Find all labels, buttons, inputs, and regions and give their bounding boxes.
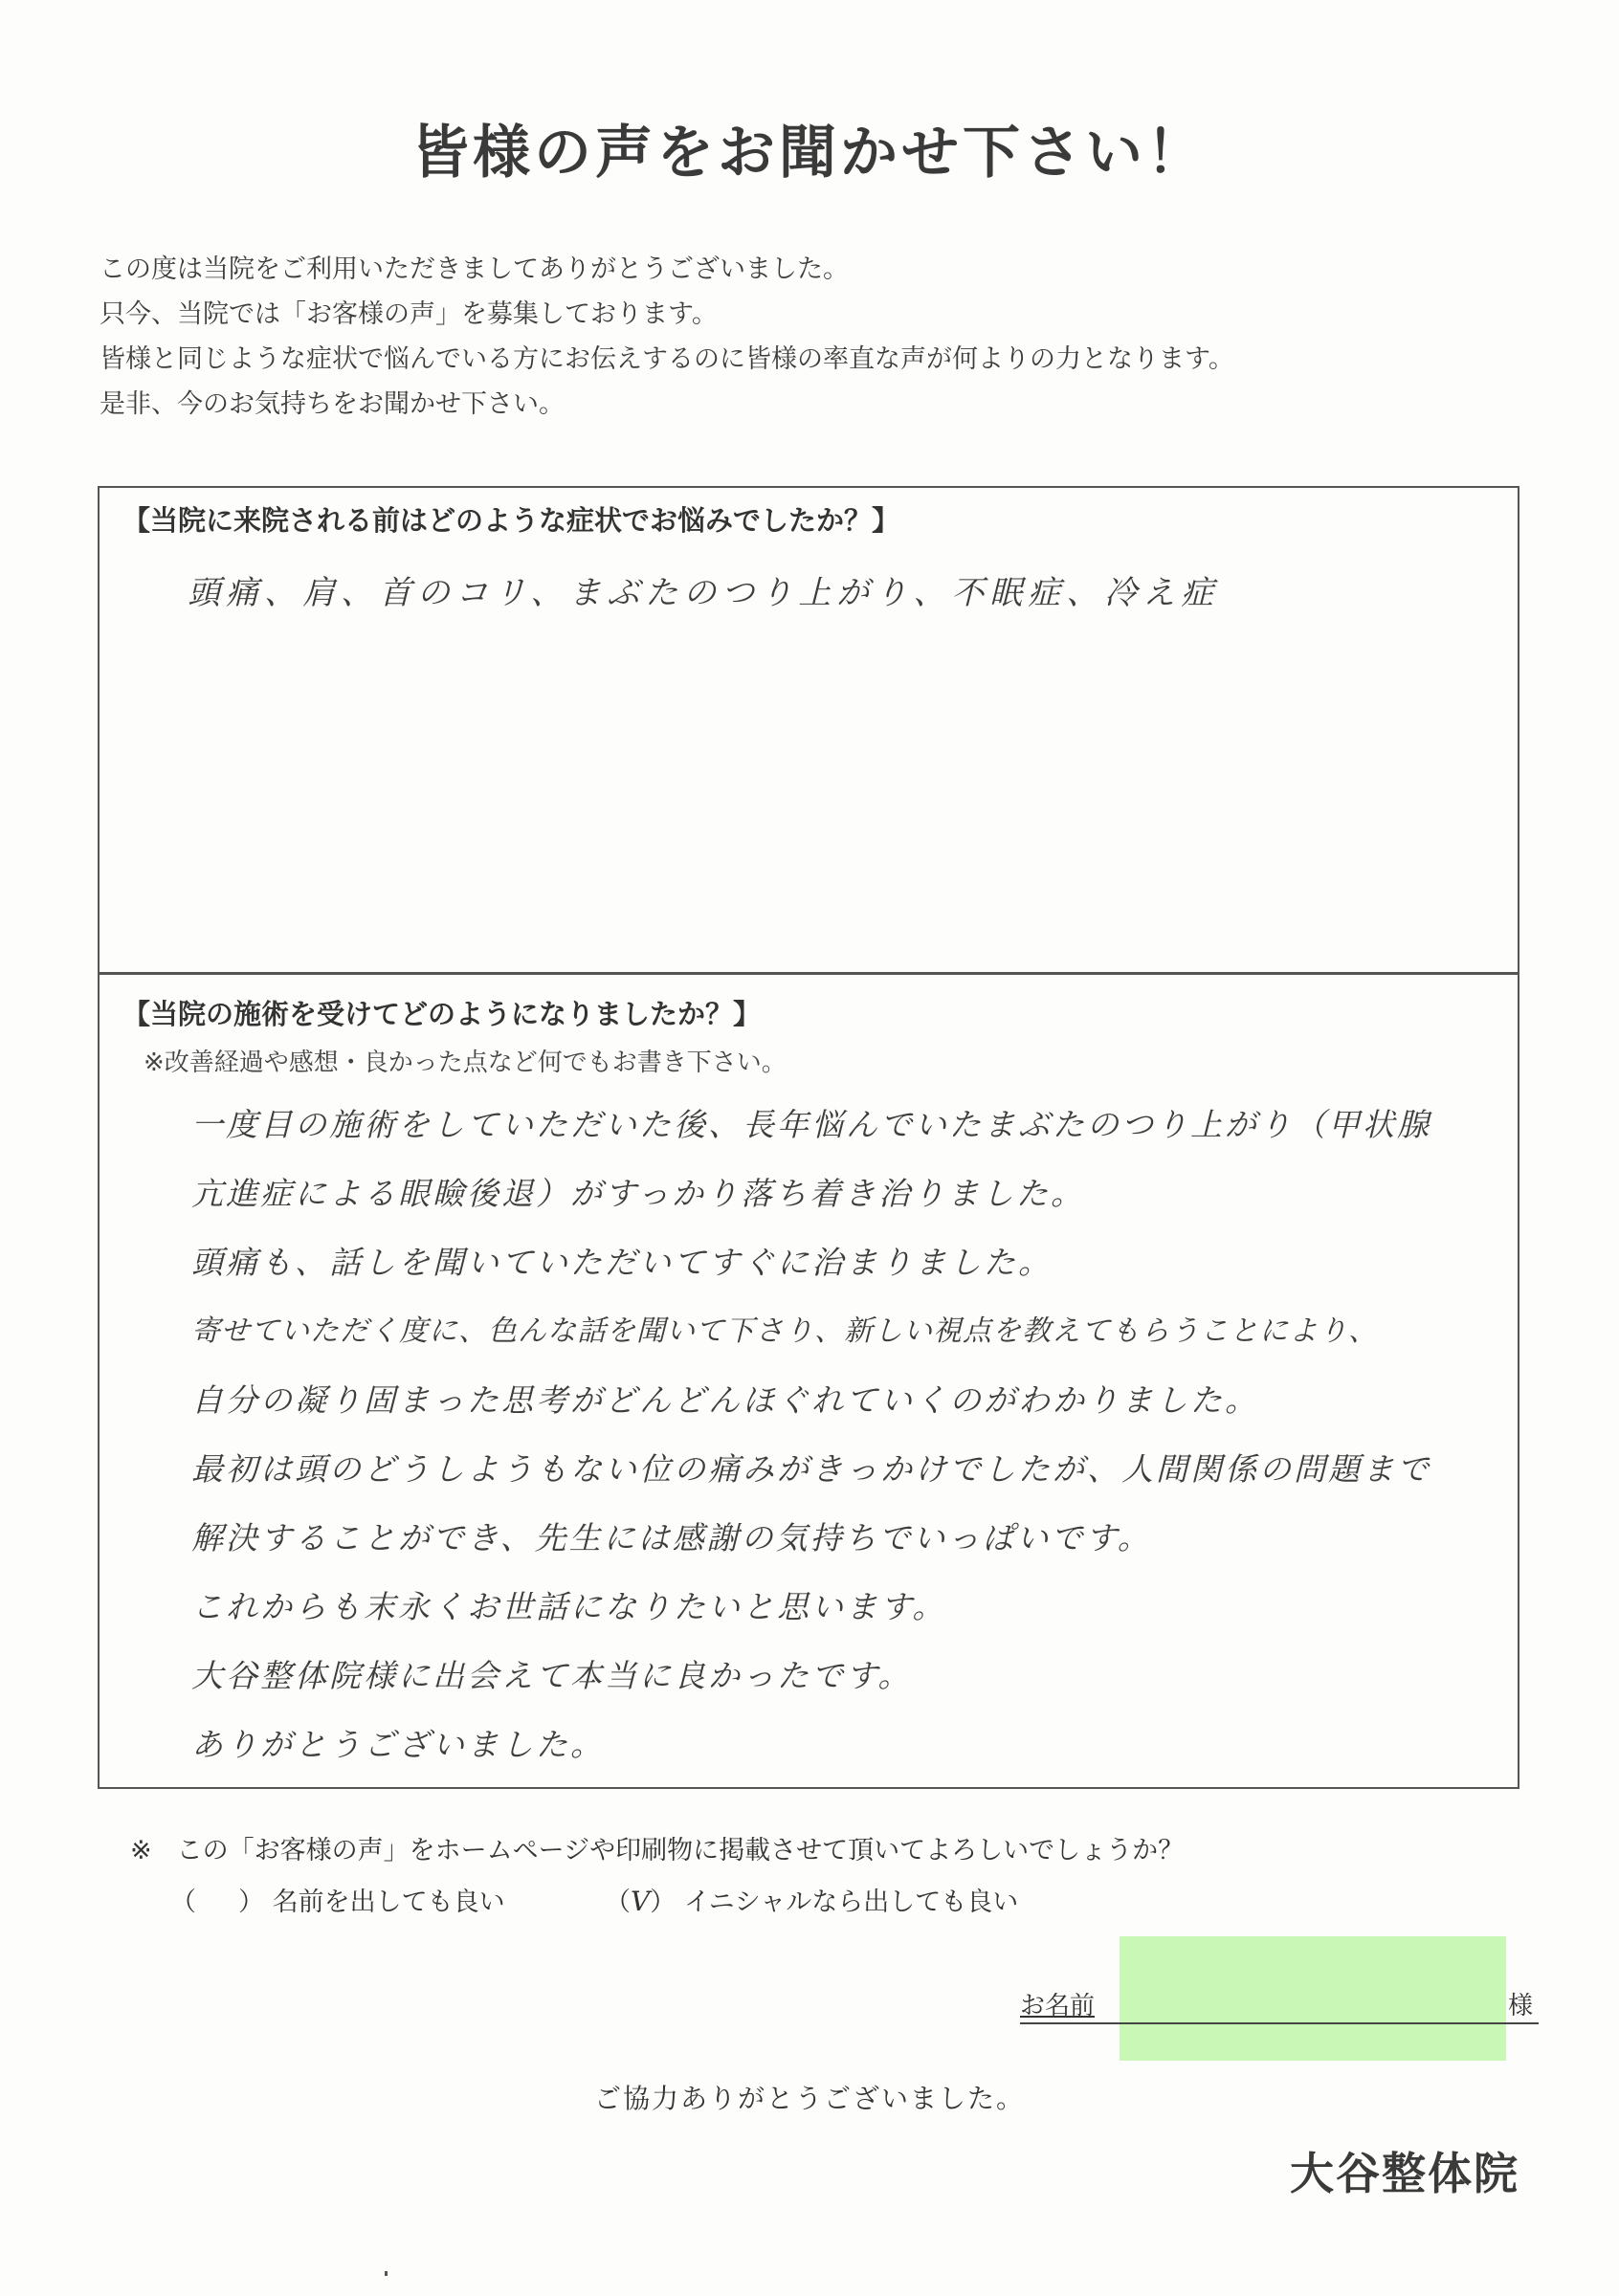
intro-line: 是非、今のお気持ちをお聞かせ下さい。: [100, 389, 565, 419]
name-underline: [1020, 2022, 1539, 2024]
answer-line: ありがとうございました。: [191, 1726, 605, 1763]
thanks-message: ご協力ありがとうございました。: [593, 2083, 1025, 2114]
consent-option-name[interactable]: [170, 1881, 505, 1918]
name-label: お名前: [1020, 1992, 1096, 2020]
consent-question: [130, 1829, 1184, 1866]
intro-paragraph: [100, 247, 1535, 427]
name-suffix: 様: [1508, 1992, 1534, 2020]
survey-box: [98, 486, 1519, 1789]
option-paren-close: ）: [650, 1888, 676, 1917]
paper-speck: [385, 2271, 388, 2276]
intro-line: 只今、当院では「お客様の声」を募集しております。: [100, 299, 718, 329]
note-mark: ※: [130, 1836, 152, 1866]
consent-question-text: この「お客様の声」をホームページや印刷物に掲載させて頂いてよろしいでしょうか？: [176, 1836, 1185, 1866]
name-field: [1020, 1980, 1539, 2022]
answer-line: 寄せていただく度に、色んな話を聞いて下さり、新しい視点を教えてもらうことにより、: [191, 1314, 1378, 1348]
option-label: 名前を出しても良い: [272, 1888, 505, 1917]
answer-line: 一度目の施術をしていただいた後、長年悩んでいたまぶたのつり上がり（甲状腺: [191, 1106, 1431, 1143]
page-title: 皆様の声をお聞かせ下さい！: [411, 120, 1208, 187]
intro-line: この度は当院をご利用いただきましてありがとうございました。: [100, 254, 849, 284]
section-divider: [100, 972, 1518, 975]
question2-note: ※改善経過や感想・良かった点など何でもお書き下さい。: [144, 1049, 787, 1077]
option-paren-open: （: [170, 1888, 196, 1917]
option-checkbox[interactable]: V: [631, 1886, 651, 1917]
answer-line: 頭痛も、話しを聞いていただいてすぐに治まりました。: [191, 1244, 1053, 1281]
question2-heading: 【当院の施術を受けてどのようになりましたか？】: [122, 998, 762, 1030]
answer-line: これからも末永くお世話になりたいと思います。: [191, 1588, 947, 1625]
answer-line: 最初は頭のどうしようもない位の痛みがきっかけでしたが、人間関係の問題まで: [191, 1450, 1431, 1488]
consent-option-initials[interactable]: [605, 1881, 1018, 1918]
clinic-name: 大谷整体院: [1290, 2148, 1519, 2199]
question1-answer: 頭痛、肩、首のコリ、まぶたのつり上がり、不眠症、冷え症: [188, 574, 1220, 612]
intro-line: 皆様と同じような症状で悩んでいる方にお伝えするのに皆様の率直な声が何よりの力となります。: [100, 344, 1234, 374]
question2-answer: [191, 1091, 1431, 1779]
name-redaction: [1120, 1936, 1506, 2061]
option-label: イニシャルなら出しても良い: [683, 1888, 1019, 1917]
option-paren-close: ）: [238, 1888, 264, 1917]
question1-heading: 【当院に来院される前はどのような症状でお悩みでしたか？】: [122, 504, 900, 537]
answer-line: 亢進症による眼瞼後退）がすっかり落ち着き治りました。: [191, 1175, 1086, 1212]
answer-line: 解決することができ、先生には感謝の気持ちでいっぱいです。: [191, 1519, 1152, 1556]
answer-line: 自分の凝り固まった思考がどんどんほぐれていくのがわかりました。: [191, 1381, 1259, 1419]
answer-line: 大谷整体院様に出会えて本当に良かったです。: [191, 1657, 913, 1694]
option-paren-open: （: [605, 1888, 631, 1917]
